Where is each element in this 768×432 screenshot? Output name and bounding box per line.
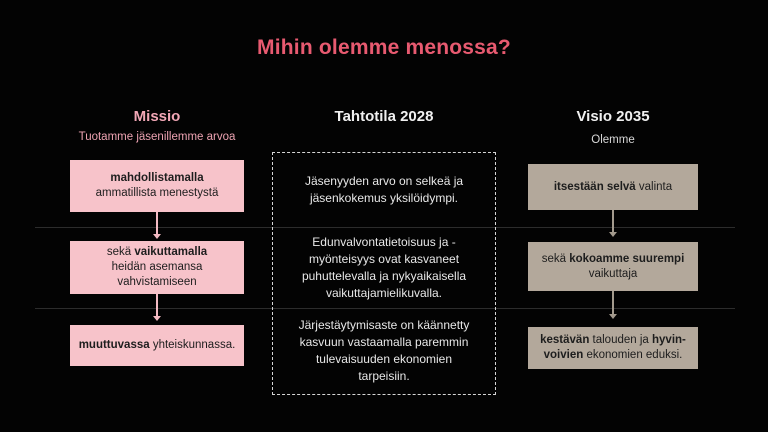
visio-arrow-1 <box>608 210 618 237</box>
arrow-down-icon <box>153 316 161 321</box>
arrow-down-icon <box>609 232 617 237</box>
tahtotila-statement-3: Järjestäytymisaste on käännetty kasvuun vastaamalla paremmin tulevaisuuden ekonomien tarpeisiin. <box>298 318 470 383</box>
arrow-down-icon <box>153 234 161 239</box>
column-header-tahtotila: Tahtotila 2028 <box>334 108 434 125</box>
connector-line <box>156 212 158 234</box>
connector-line <box>156 294 158 316</box>
visio-box-2: sekä kokoamme suurempi vaikuttaja <box>528 242 698 291</box>
slide-title: Mihin olemme menossa? <box>257 36 511 59</box>
missio-arrow-1 <box>152 212 162 239</box>
column-header-missio: Missio <box>133 108 181 125</box>
missio-box-3: muuttuvassa yhteiskunnassa. <box>70 325 244 366</box>
tahtotila-dashed-box <box>272 152 496 395</box>
visio-box-1: itsestään selvä valinta <box>528 164 698 210</box>
tahtotila-statement-2: Edunvalvontatietoisuus ja - myönteisyys ovat kasvaneet puhuttelevalla ja nykyaikaisella vaikuttajamielikuvalla. <box>301 235 467 300</box>
connector-line <box>612 210 614 232</box>
visio-arrow-2 <box>608 291 618 319</box>
connector-line <box>612 291 614 314</box>
arrow-down-icon <box>609 314 617 319</box>
column-header-visio: Visio 2035 <box>576 108 650 125</box>
missio-arrow-2 <box>152 294 162 321</box>
column-subtitle-visio: Olemme <box>591 134 635 146</box>
missio-box-1: mahdollistamalla ammatillista menestystä <box>70 160 244 212</box>
tahtotila-statement-1: Jäsenyyden arvo on selkeä ja jäsenkokemus yksilöidympi. <box>304 174 464 205</box>
visio-box-3: kestävän talouden ja hyvin- voivien ekonomien eduksi. <box>528 327 698 369</box>
column-subtitle-missio: Tuotamme jäsenillemme arvoa <box>78 131 236 143</box>
missio-box-2: sekä vaikuttamalla heidän asemansa vahvistamiseen <box>70 241 244 294</box>
